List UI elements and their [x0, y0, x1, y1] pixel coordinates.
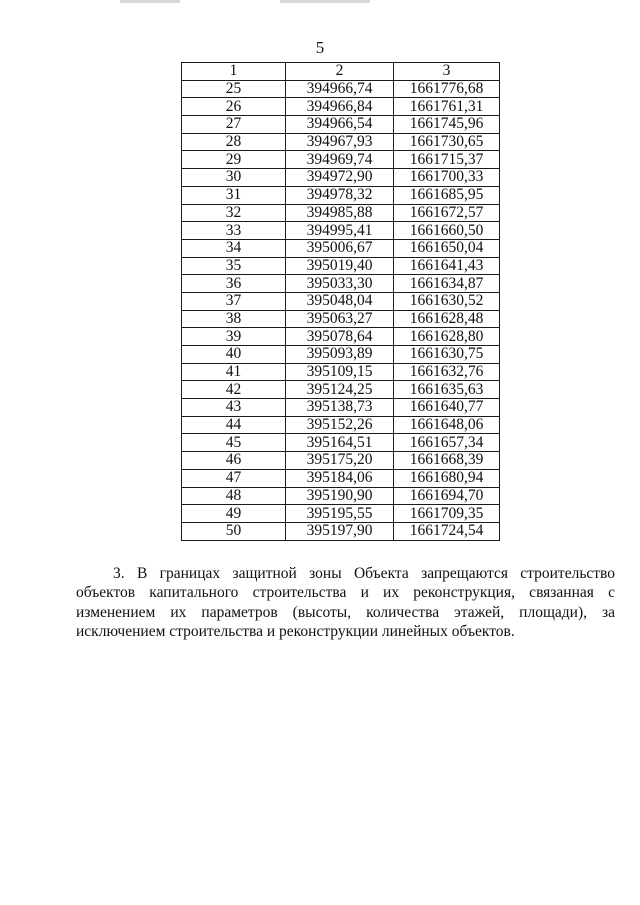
point-number-cell: 40 — [182, 346, 286, 364]
table-row — [182, 487, 500, 505]
point-number-cell: 29 — [182, 151, 286, 169]
y-coordinate-cell: 1661730,65 — [394, 133, 500, 151]
table-row — [182, 257, 500, 275]
point-number-cell: 38 — [182, 310, 286, 328]
y-coordinate-cell: 1661694,70 — [394, 487, 500, 505]
x-coordinate-cell: 395006,67 — [286, 239, 394, 257]
y-coordinate-cell: 1661628,48 — [394, 310, 500, 328]
point-number-cell: 31 — [182, 186, 286, 204]
y-coordinate-cell: 1661630,75 — [394, 346, 500, 364]
point-number-cell: 26 — [182, 98, 286, 116]
point-number-cell: 43 — [182, 399, 286, 417]
x-coordinate-cell: 395175,20 — [286, 452, 394, 470]
x-coordinate-cell: 394995,41 — [286, 222, 394, 240]
x-coordinate-cell: 394969,74 — [286, 151, 394, 169]
y-coordinate-cell: 1661761,31 — [394, 98, 500, 116]
x-coordinate-cell: 395033,30 — [286, 275, 394, 293]
point-number-cell: 35 — [182, 257, 286, 275]
table-row — [182, 239, 500, 257]
table-row — [182, 133, 500, 151]
y-coordinate-cell: 1661660,50 — [394, 222, 500, 240]
table-row — [182, 292, 500, 310]
point-number-cell: 46 — [182, 452, 286, 470]
x-coordinate-cell: 394966,54 — [286, 116, 394, 134]
table-row — [182, 522, 500, 540]
point-number-cell: 34 — [182, 239, 286, 257]
point-number-cell: 30 — [182, 169, 286, 187]
x-coordinate-cell: 394972,90 — [286, 169, 394, 187]
table-row — [182, 116, 500, 134]
column-header-point-number: 1 — [182, 63, 286, 81]
x-coordinate-cell: 395109,15 — [286, 363, 394, 381]
point-number-cell: 28 — [182, 133, 286, 151]
y-coordinate-cell: 1661635,63 — [394, 381, 500, 399]
point-number-cell: 37 — [182, 292, 286, 310]
table-row — [182, 310, 500, 328]
y-coordinate-cell: 1661650,04 — [394, 239, 500, 257]
y-coordinate-cell: 1661640,77 — [394, 399, 500, 417]
y-coordinate-cell: 1661648,06 — [394, 416, 500, 434]
table-row — [182, 222, 500, 240]
point-number-cell: 39 — [182, 328, 286, 346]
y-coordinate-cell: 1661700,33 — [394, 169, 500, 187]
x-coordinate-cell: 394967,93 — [286, 133, 394, 151]
x-coordinate-cell: 395138,73 — [286, 399, 394, 417]
restriction-paragraph: 3. В границах защитной зоны Объекта запрещаются строительство объектов капитального строительства и их реконструкция, связанная с изменением их параметров (высоты, количества этажей, площади), за исключением строительства и реконструкции линейных объектов. — [76, 565, 615, 641]
point-number-cell: 49 — [182, 505, 286, 523]
x-coordinate-cell: 395063,27 — [286, 310, 394, 328]
y-coordinate-cell: 1661641,43 — [394, 257, 500, 275]
y-coordinate-cell: 1661632,76 — [394, 363, 500, 381]
point-number-cell: 44 — [182, 416, 286, 434]
x-coordinate-cell: 394966,74 — [286, 80, 394, 98]
x-coordinate-cell: 395164,51 — [286, 434, 394, 452]
point-number-cell: 36 — [182, 275, 286, 293]
point-number-cell: 48 — [182, 487, 286, 505]
point-number-cell: 32 — [182, 204, 286, 222]
point-number-cell: 27 — [182, 116, 286, 134]
point-number-cell: 25 — [182, 80, 286, 98]
x-coordinate-cell: 395197,90 — [286, 522, 394, 540]
table-row — [182, 80, 500, 98]
scan-edge-mark-left — [120, 0, 180, 3]
table-body — [182, 80, 500, 540]
table-row — [182, 204, 500, 222]
page-number: 5 — [315, 38, 325, 57]
point-number-cell: 42 — [182, 381, 286, 399]
table-row — [182, 275, 500, 293]
y-coordinate-cell: 1661680,94 — [394, 469, 500, 487]
table-row — [182, 186, 500, 204]
table-row — [182, 98, 500, 116]
x-coordinate-cell: 395184,06 — [286, 469, 394, 487]
column-header-y: 3 — [394, 63, 500, 81]
y-coordinate-cell: 1661628,80 — [394, 328, 500, 346]
table-row — [182, 381, 500, 399]
coordinates-table — [181, 62, 500, 541]
x-coordinate-cell: 395048,04 — [286, 292, 394, 310]
x-coordinate-cell: 394966,84 — [286, 98, 394, 116]
point-number-cell: 33 — [182, 222, 286, 240]
table-row — [182, 151, 500, 169]
table-row — [182, 469, 500, 487]
x-coordinate-cell: 394978,32 — [286, 186, 394, 204]
x-coordinate-cell: 395190,90 — [286, 487, 394, 505]
y-coordinate-cell: 1661672,57 — [394, 204, 500, 222]
x-coordinate-cell: 395019,40 — [286, 257, 394, 275]
column-header-x: 2 — [286, 63, 394, 81]
table-row — [182, 399, 500, 417]
x-coordinate-cell: 395152,26 — [286, 416, 394, 434]
x-coordinate-cell: 395195,55 — [286, 505, 394, 523]
y-coordinate-cell: 1661657,34 — [394, 434, 500, 452]
y-coordinate-cell: 1661776,68 — [394, 80, 500, 98]
table-row — [182, 169, 500, 187]
y-coordinate-cell: 1661724,54 — [394, 522, 500, 540]
table-row — [182, 346, 500, 364]
point-number-cell: 50 — [182, 522, 286, 540]
x-coordinate-cell: 395078,64 — [286, 328, 394, 346]
table-row — [182, 363, 500, 381]
scan-edge-mark-right — [280, 0, 370, 3]
table-row — [182, 434, 500, 452]
x-coordinate-cell: 395093,89 — [286, 346, 394, 364]
point-number-cell: 41 — [182, 363, 286, 381]
x-coordinate-cell: 395124,25 — [286, 381, 394, 399]
table-row — [182, 452, 500, 470]
y-coordinate-cell: 1661634,87 — [394, 275, 500, 293]
y-coordinate-cell: 1661715,37 — [394, 151, 500, 169]
table-header-row — [182, 63, 500, 81]
y-coordinate-cell: 1661709,35 — [394, 505, 500, 523]
point-number-cell: 47 — [182, 469, 286, 487]
point-number-cell: 45 — [182, 434, 286, 452]
table-row — [182, 328, 500, 346]
table-row — [182, 505, 500, 523]
x-coordinate-cell: 394985,88 — [286, 204, 394, 222]
y-coordinate-cell: 1661685,95 — [394, 186, 500, 204]
y-coordinate-cell: 1661668,39 — [394, 452, 500, 470]
y-coordinate-cell: 1661745,96 — [394, 116, 500, 134]
y-coordinate-cell: 1661630,52 — [394, 292, 500, 310]
table-row — [182, 416, 500, 434]
